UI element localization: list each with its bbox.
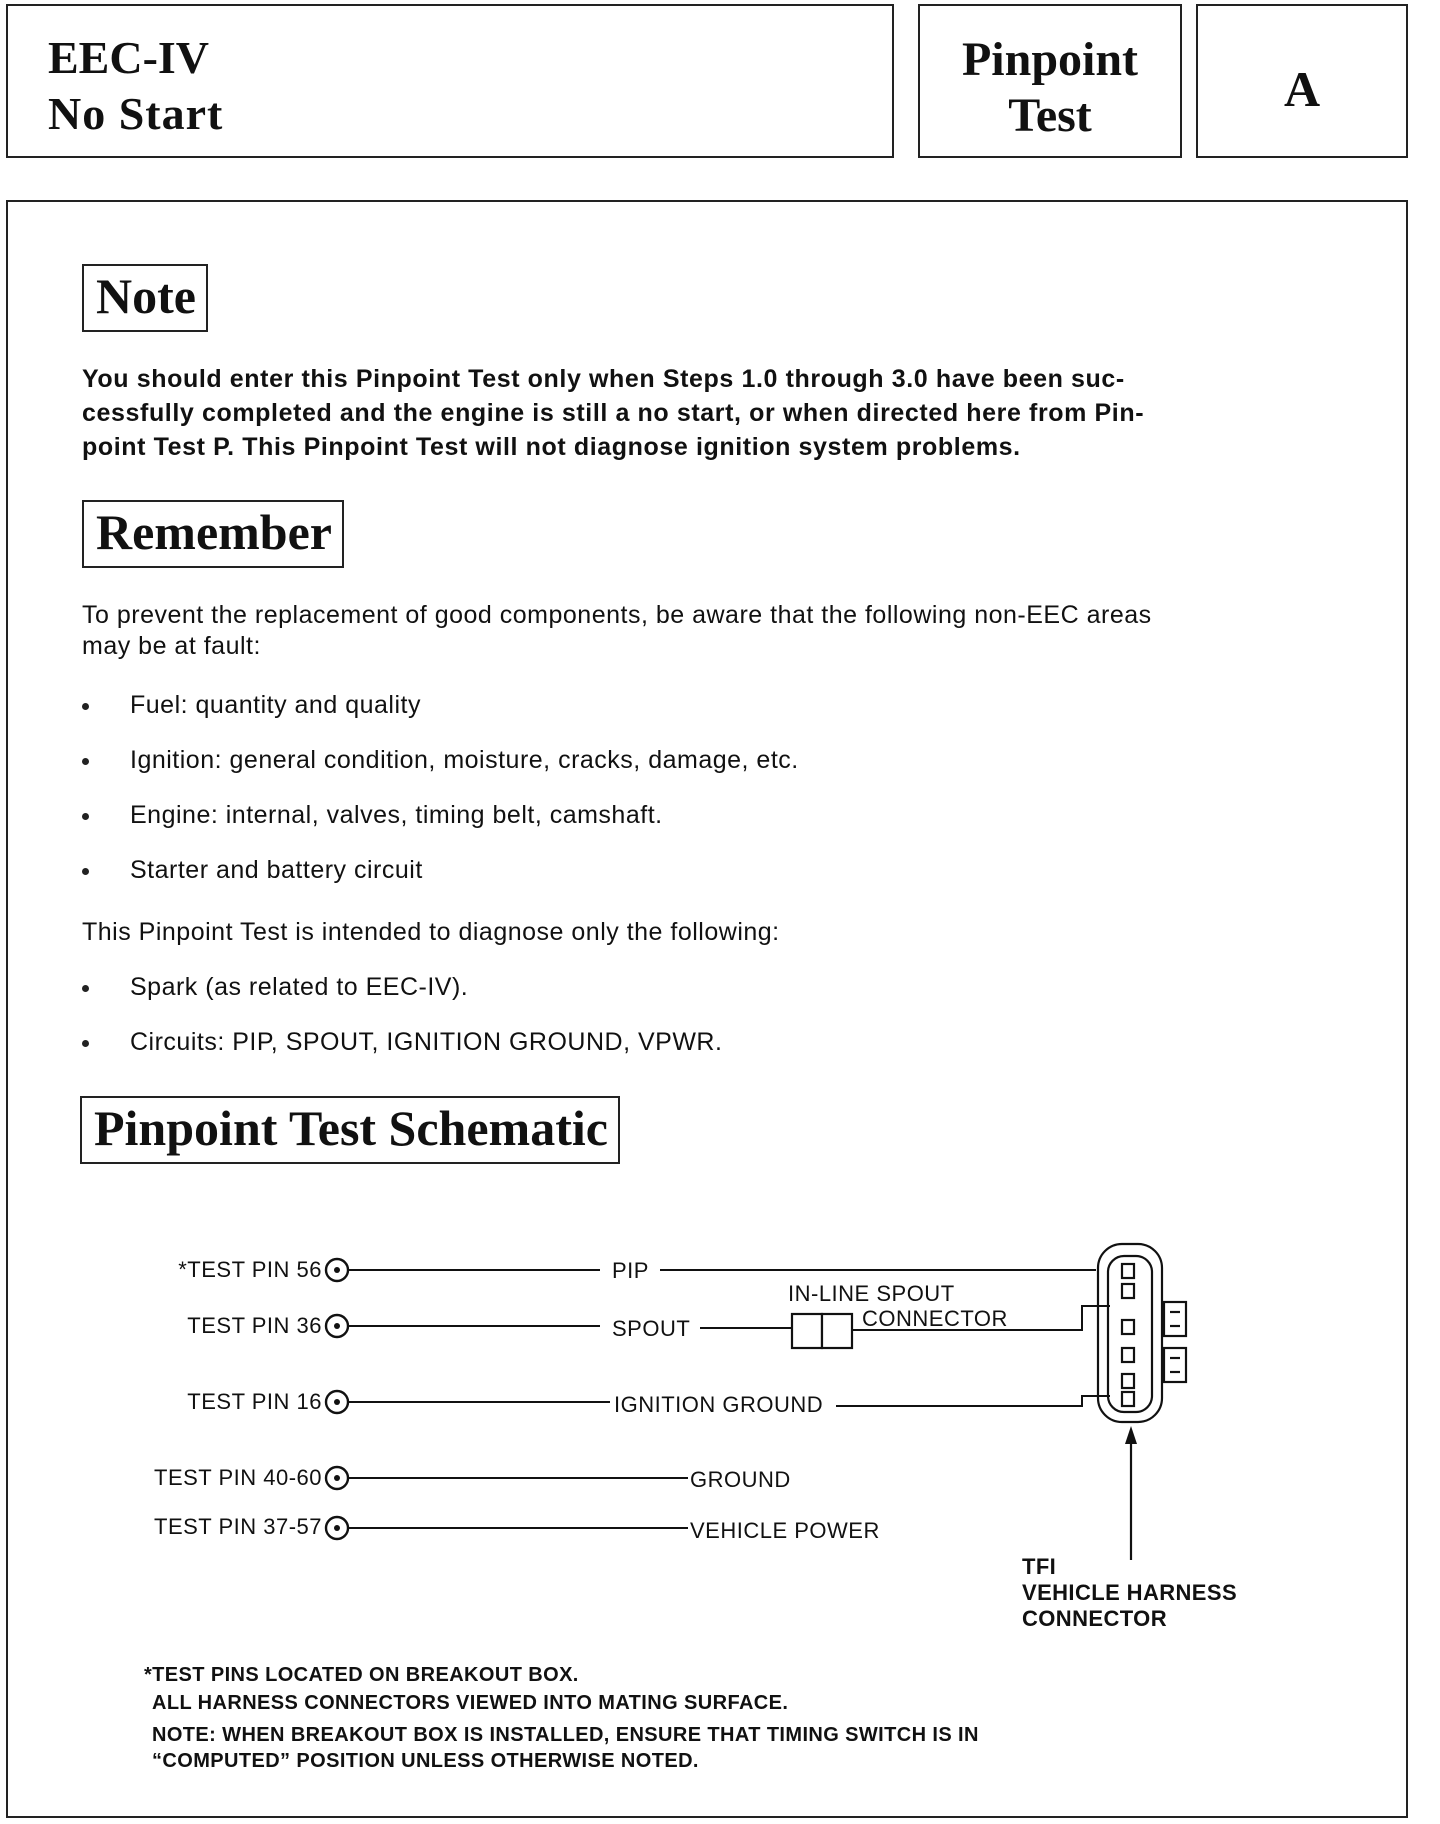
test-letter-box bbox=[1196, 4, 1408, 158]
title-box bbox=[6, 4, 894, 158]
list-item-text: Spark (as related to EEC-IV). bbox=[130, 973, 469, 1001]
pinpoint-label-line-2: Test bbox=[1008, 89, 1092, 142]
note-heading: Note bbox=[82, 264, 208, 332]
tfi-label-line-2: VEHICLE HARNESS bbox=[1022, 1580, 1238, 1605]
footnote-line-2: ALL HARNESS CONNECTORS VIEWED INTO MATING SURFACE. bbox=[152, 1692, 789, 1714]
list-item-text: Starter and battery circuit bbox=[130, 856, 423, 884]
test-letter: A bbox=[1283, 61, 1321, 117]
note-line-3: point Test P. This Pinpoint Test will not diagnose ignition system problems. bbox=[82, 433, 1021, 461]
bullet-icon bbox=[82, 758, 89, 765]
remember-intro-line-2: may be at fault: bbox=[82, 632, 261, 660]
footnote-line-3: NOTE: WHEN BREAKOUT BOX IS INSTALLED, ENSURE THAT TIMING SWITCH IS IN bbox=[152, 1724, 979, 1746]
pin-label: TEST PIN 40-60 bbox=[154, 1465, 322, 1490]
arrow-icon bbox=[1125, 1426, 1137, 1560]
bullet-icon bbox=[82, 868, 89, 875]
inline-spout-connector-icon bbox=[792, 1314, 852, 1348]
list-item-text: Fuel: quantity and quality bbox=[130, 691, 421, 719]
pinpoint-label-line-1: Pinpoint bbox=[961, 33, 1139, 86]
pin-label: TEST PIN 37-57 bbox=[154, 1514, 322, 1539]
title-line-2: No Start bbox=[48, 88, 224, 139]
wire-ignition-ground bbox=[836, 1396, 1110, 1406]
signal-label: IGNITION GROUND bbox=[614, 1392, 824, 1417]
note-line-1: You should enter this Pinpoint Test only when Steps 1.0 through 3.0 have been suc- bbox=[82, 365, 1125, 393]
list-item-text: Circuits: PIP, SPOUT, IGNITION GROUND, VPWR. bbox=[130, 1028, 723, 1056]
inline-connector-label-line-1: IN-LINE SPOUT bbox=[788, 1281, 955, 1306]
bullet-icon bbox=[82, 985, 89, 992]
remember-heading: Remember bbox=[82, 500, 344, 568]
footnote-line-4: “COMPUTED” POSITION UNLESS OTHERWISE NOTED. bbox=[152, 1750, 699, 1772]
bullet-icon bbox=[82, 1040, 89, 1047]
title-line-1: EEC-IV bbox=[48, 32, 210, 83]
diagnose-intro: This Pinpoint Test is intended to diagnose only the following: bbox=[82, 918, 780, 946]
schematic-heading: Pinpoint Test Schematic bbox=[80, 1096, 620, 1164]
remember-intro-line-1: To prevent the replacement of good components, be aware that the following non-EEC areas bbox=[82, 601, 1152, 629]
signal-label: PIP bbox=[612, 1258, 649, 1283]
list-item-text: Engine: internal, valves, timing belt, camshaft. bbox=[130, 801, 663, 829]
pinpoint-test-box bbox=[918, 4, 1182, 158]
note-line-2: cessfully completed and the engine is still a no start, or when directed here from Pin- bbox=[82, 399, 1145, 427]
tfi-connector-icon bbox=[1098, 1244, 1186, 1422]
pin-label: TEST PIN 16 bbox=[187, 1389, 322, 1414]
wiring-schematic bbox=[0, 1200, 1440, 1660]
signal-label: GROUND bbox=[690, 1467, 791, 1492]
tfi-label-line-3: CONNECTOR bbox=[1022, 1606, 1167, 1631]
tfi-label-line-1: TFI bbox=[1022, 1554, 1057, 1579]
list-item-text: Ignition: general condition, moisture, cracks, damage, etc. bbox=[130, 746, 799, 774]
footnote-line-1: *TEST PINS LOCATED ON BREAKOUT BOX. bbox=[144, 1664, 579, 1686]
bullet-icon bbox=[82, 813, 89, 820]
signal-label: SPOUT bbox=[612, 1316, 691, 1341]
inline-connector-label-line-2: CONNECTOR bbox=[862, 1306, 1008, 1331]
signal-label: VEHICLE POWER bbox=[690, 1518, 880, 1543]
pin-label: TEST PIN 36 bbox=[187, 1313, 322, 1338]
bullet-icon bbox=[82, 703, 89, 710]
pin-label: *TEST PIN 56 bbox=[178, 1257, 322, 1282]
